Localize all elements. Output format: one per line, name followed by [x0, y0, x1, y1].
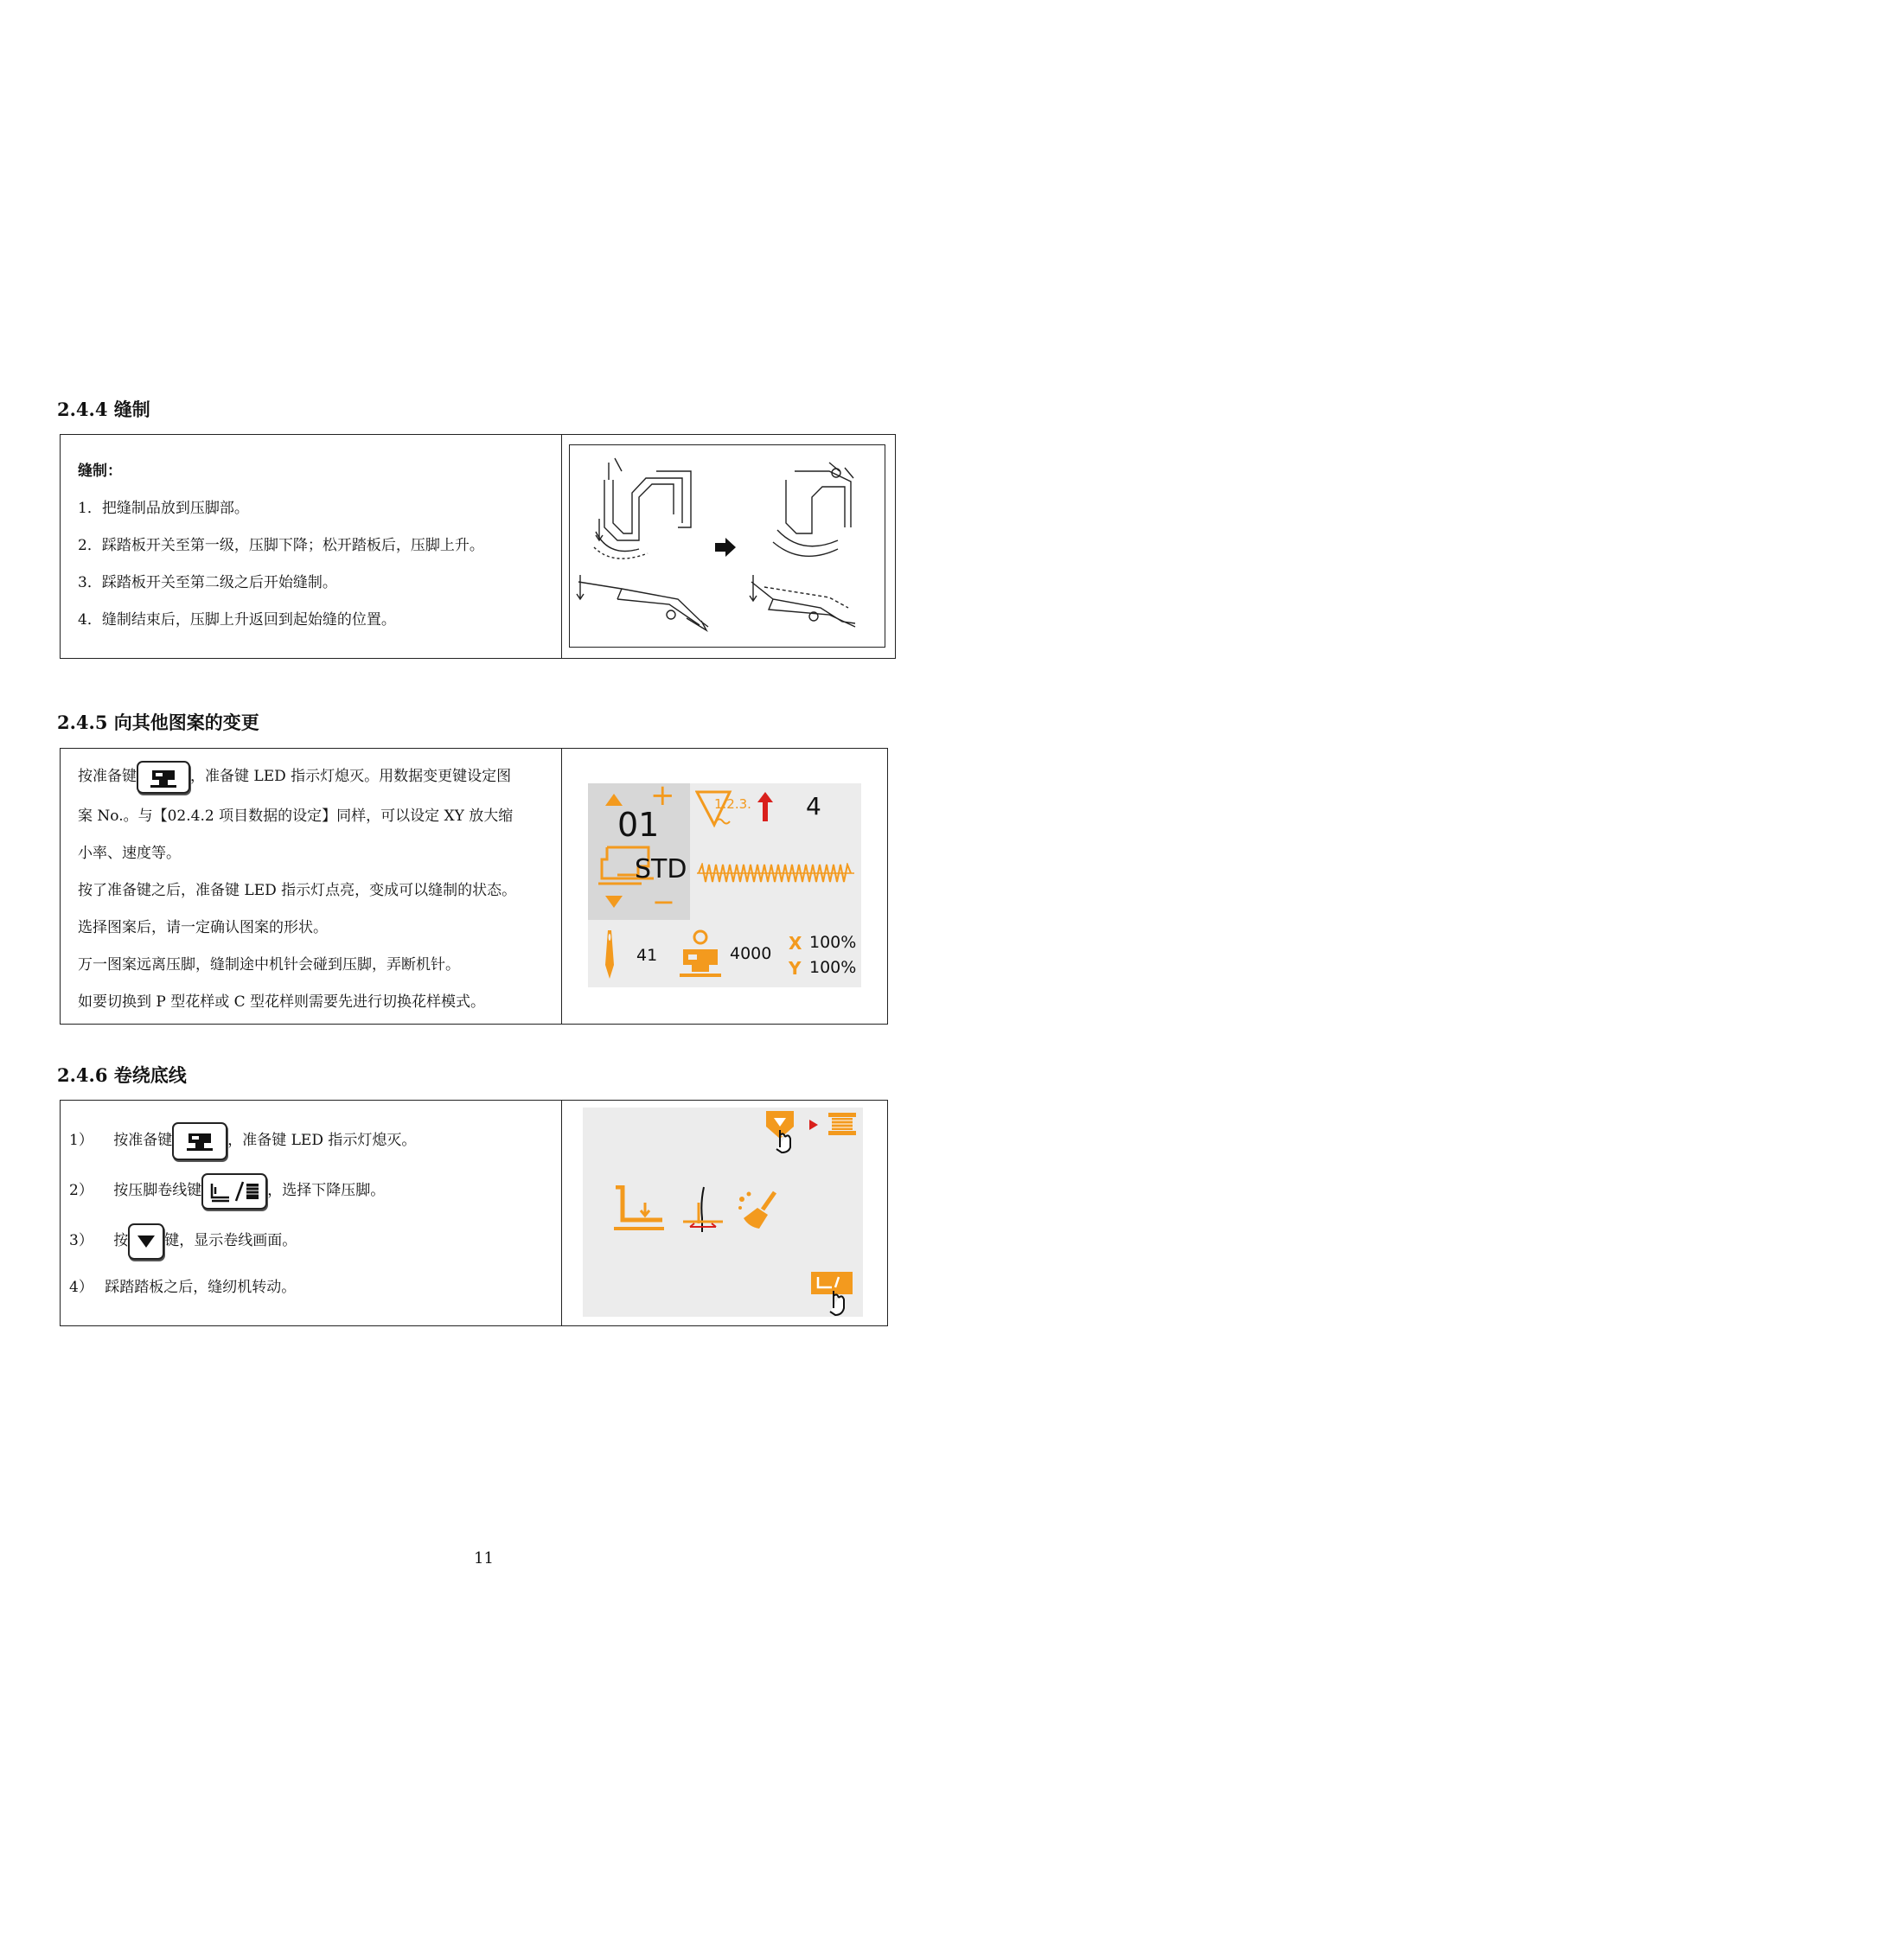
presser-foot-pedal-diagram: [570, 445, 884, 646]
sewing-step-1: 1．把缝制品放到压脚部。: [78, 500, 249, 517]
pattern-up-icon[interactable]: [605, 794, 623, 806]
sewing-label: 缝制：: [78, 463, 122, 480]
thread-tension-icon[interactable]: [681, 1185, 725, 1235]
sequence-value: 4: [806, 792, 821, 820]
down-key-hand-icon[interactable]: [764, 1109, 799, 1154]
right-triangle-icon: [809, 1120, 818, 1130]
y-scale-value: 100%: [809, 958, 857, 977]
step-3-num: 3）: [69, 1232, 93, 1249]
sewing-machine-icon: [138, 763, 188, 792]
section-heading-245: 2.4.5 向其他图案的变更: [57, 712, 259, 733]
pattern-number: 01: [617, 806, 660, 844]
presser-winding-icon: [203, 1175, 265, 1208]
bobbin-icon: [827, 1111, 858, 1137]
section-245-box: [60, 748, 888, 1025]
section-heading-246: 2.4.6 卷绕底线: [57, 1064, 187, 1086]
sewing-step-2: 2．踩踏板开关至第一级，压脚下降；松开踏板后，压脚上升。: [78, 537, 484, 554]
presser-foot-down-icon[interactable]: [612, 1185, 666, 1235]
step-1-text-a: 按准备键: [113, 1132, 173, 1149]
sewing-machine-icon: [174, 1124, 226, 1159]
sewing-step-3: 3．踩踏板开关至第二级之后开始缝制。: [78, 574, 337, 591]
minus-sign[interactable]: −: [652, 885, 675, 918]
x-scale-label: X: [789, 933, 802, 954]
clean-broom-icon[interactable]: [737, 1189, 783, 1232]
step-2-text-b: ，选择下降压脚。: [267, 1182, 386, 1199]
right-arrow-icon: [715, 538, 736, 557]
section-heading-244: 2.4.4 缝制: [57, 399, 150, 420]
pattern-screen: [588, 778, 861, 987]
ready-key-button[interactable]: [137, 761, 190, 794]
stitch-count: 41: [636, 946, 658, 965]
speed-value: 4000: [730, 944, 772, 963]
section-246-box: [60, 1100, 888, 1326]
p1b-text: ，准备键 LED 指示灯熄灭。用数据变更键设定图: [190, 768, 512, 785]
p3-text: 选择图案后，请一定确认图案的形状。: [78, 919, 328, 936]
step-1-text-b: ，准备键 LED 指示灯熄灭。: [227, 1132, 417, 1149]
p5-text: 如要切换到 P 型花样或 C 型花样则需要先进行切换花样模式。: [78, 993, 486, 1011]
p1a-text: 按准备键: [78, 768, 137, 785]
plus-sign[interactable]: +: [650, 778, 675, 813]
step-4-num: 4）: [69, 1279, 93, 1296]
down-triangle-icon: [130, 1225, 163, 1258]
x-scale-value: 100%: [809, 933, 857, 952]
p1d-text: 小率、速度等。: [78, 845, 181, 862]
step-3-text-a: 按: [113, 1232, 129, 1249]
zigzag-stitch-icon: [695, 863, 856, 884]
pattern-std-label: STD: [635, 854, 687, 884]
presser-foot-winding-key[interactable]: [201, 1173, 267, 1210]
y-scale-label: Y: [789, 958, 802, 979]
sewing-step-4: 4．缝制结束后，压脚上升返回到起始缝的位置。: [78, 611, 396, 629]
step-3-text-b: 键，显示卷线画面。: [164, 1232, 297, 1249]
p1c-text: 案 No.。与【02.4.2 项目数据的设定】同样，可以设定 XY 放大缩: [78, 808, 514, 825]
step-2-num: 2）: [69, 1182, 93, 1199]
step-4-text: 踩踏踏板之后，缝纫机转动。: [105, 1279, 297, 1296]
p4-text: 万一图案远离压脚，缝制途中机针会碰到压脚，弄断机针。: [78, 956, 460, 974]
up-arrow-icon: [757, 792, 773, 821]
winding-screen: [583, 1108, 863, 1317]
speed-machine-icon: [680, 929, 721, 977]
section-244-box: [60, 434, 896, 659]
step-2-text-a: 按压脚卷线键: [113, 1182, 202, 1199]
page-number: 11: [474, 1549, 494, 1567]
needle-icon: [604, 930, 616, 979]
pattern-down-icon[interactable]: [605, 896, 623, 908]
p2-text: 按了准备键之后，准备键 LED 指示灯点亮，变成可以缝制的状态。: [78, 882, 517, 899]
ready-key-button-246[interactable]: [172, 1122, 227, 1160]
presser-key-hand-icon[interactable]: [809, 1270, 856, 1317]
step-1-num: 1）: [69, 1132, 93, 1149]
sewing-illustration: [569, 444, 885, 648]
sequence-label: 1.2.3.: [714, 796, 751, 812]
down-key-button[interactable]: [128, 1223, 164, 1260]
